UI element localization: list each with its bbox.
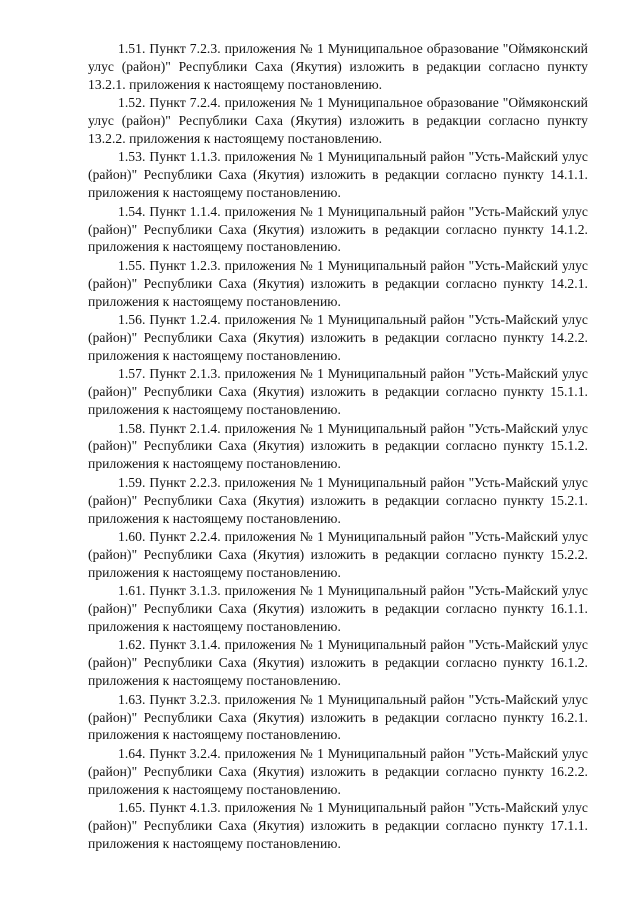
document-page bbox=[88, 40, 588, 853]
paragraph-1-57: 1.57. Пункт 2.1.3. приложения № 1 Муниципальный район "Усть-Майский улус (район)" Республики Саха (Якутия) изложить в редакции согласно пункту 15.1.1. приложения к настоящему постановлению. bbox=[88, 366, 588, 418]
paragraph-1-51: 1.51. Пункт 7.2.3. приложения № 1 Муниципальное образование "Оймяконский улус (район)" Республики Саха (Якутия) изложить в редакции согласно пункту 13.2.1. приложения к настоящему постановлению. bbox=[88, 41, 588, 92]
paragraph-1-55: 1.55. Пункт 1.2.3. приложения № 1 Муниципальный район "Усть-Майский улус (район)" Республики Саха (Якутия) изложить в редакции согласно пункту 14.2.1. приложения к настоящему постановлению. bbox=[88, 257, 588, 309]
paragraph-1-61: 1.61. Пункт 3.1.3. приложения № 1 Муниципальный район "Усть-Майский улус (район)" Республики Саха (Якутия) изложить в редакции согласно пункту 16.1.1. приложения к настоящему постановлению. bbox=[88, 583, 588, 634]
paragraph-1-56: 1.56. Пункт 1.2.4. приложения № 1 Муниципальный район "Усть-Майский улус (район)" Республики Саха (Якутия) изложить в редакции согласно пункту 14.2.2. приложения к настоящему постановлению. bbox=[88, 312, 588, 363]
paragraph-1-58: 1.58. Пункт 2.1.4. приложения № 1 Муниципальный район "Усть-Майский улус (район)" Республики Саха (Якутия) изложить в редакции согласно пункту 15.1.2. приложения к настоящему постановлению. bbox=[88, 420, 588, 472]
paragraph-1-63: 1.63. Пункт 3.2.3. приложения № 1 Муниципальный район "Усть-Майский улус (район)" Республики Саха (Якутия) изложить в редакции согласно пункту 16.2.1. приложения к настоящему постановлению. bbox=[88, 691, 588, 743]
paragraph-1-62: 1.62. Пункт 3.1.4. приложения № 1 Муниципальный район "Усть-Майский улус (район)" Республики Саха (Якутия) изложить в редакции согласно пункту 16.1.2. приложения к настоящему постановлению. bbox=[88, 637, 588, 689]
paragraph-1-52: 1.52. Пункт 7.2.4. приложения № 1 Муниципальное образование "Оймяконский улус (район)" Республики Саха (Якутия) изложить в редакции согласно пункту 13.2.2. приложения к настоящему постановлению. bbox=[88, 95, 588, 147]
paragraph-1-54: 1.54. Пункт 1.1.4. приложения № 1 Муниципальный район "Усть-Майский улус (район)" Республики Саха (Якутия) изложить в редакции согласно пункту 14.1.2. приложения к настоящему постановлению. bbox=[88, 203, 588, 255]
paragraph-1-53: 1.53. Пункт 1.1.3. приложения № 1 Муниципальный район "Усть-Майский улус (район)" Республики Саха (Якутия) изложить в редакции согласно пункту 14.1.1. приложения к настоящему постановлению. bbox=[88, 149, 588, 201]
paragraph-1-65: 1.65. Пункт 4.1.3. приложения № 1 Муниципальный район "Усть-Майский улус (район)" Республики Саха (Якутия) изложить в редакции согласно пункту 17.1.1. приложения к настоящему постановлению. bbox=[88, 800, 588, 851]
paragraph-1-60: 1.60. Пункт 2.2.4. приложения № 1 Муниципальный район "Усть-Майский улус (район)" Республики Саха (Якутия) изложить в редакции согласно пункту 15.2.2. приложения к настоящему постановлению. bbox=[88, 528, 588, 580]
paragraph-1-59: 1.59. Пункт 2.2.3. приложения № 1 Муниципальный район "Усть-Майский улус (район)" Республики Саха (Якутия) изложить в редакции согласно пункту 15.2.1. приложения к настоящему постановлению. bbox=[88, 474, 588, 526]
paragraph-1-64: 1.64. Пункт 3.2.4. приложения № 1 Муниципальный район "Усть-Майский улус (район)" Республики Саха (Якутия) изложить в редакции согласно пункту 16.2.2. приложения к настоящему постановлению. bbox=[88, 745, 588, 797]
